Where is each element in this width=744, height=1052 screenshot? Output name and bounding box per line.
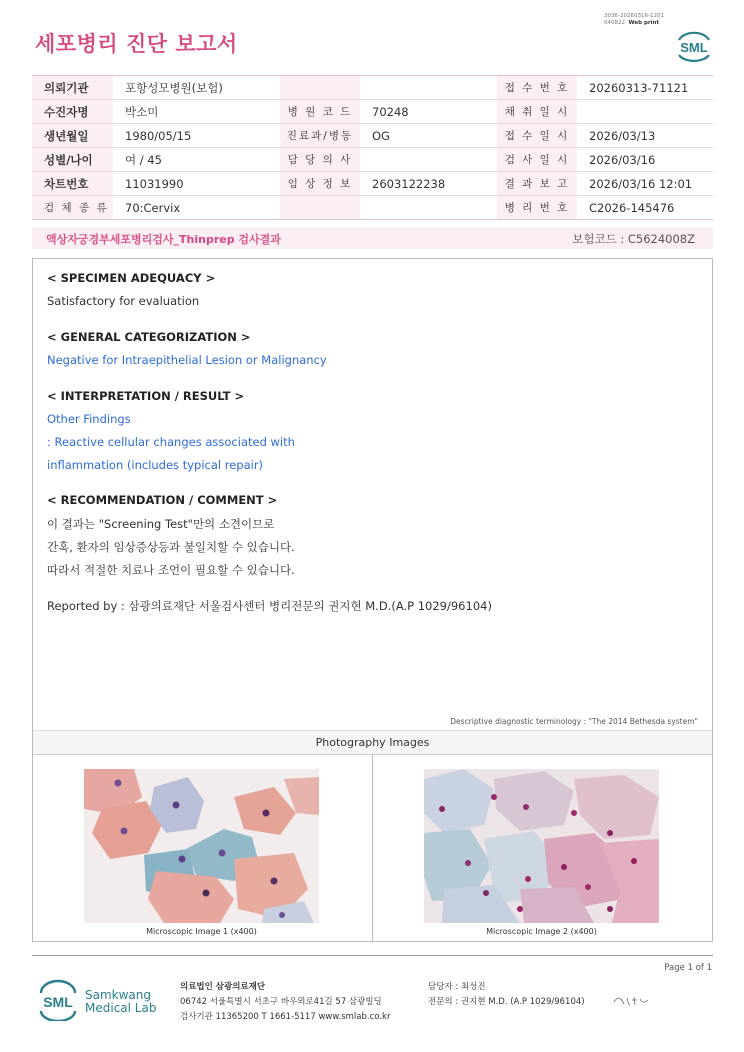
- foundation-name: 의료법인 삼광의료재단: [180, 982, 266, 992]
- image-2-caption: Microscopic Image 2 (x400): [486, 927, 597, 936]
- image-1-caption: Microscopic Image 1 (x400): [146, 927, 257, 936]
- field-value: [360, 196, 497, 220]
- field-label: 결 과 보 고: [497, 172, 577, 196]
- samkwang-logo-text: SML: [43, 994, 73, 1010]
- footer-divider: [32, 955, 713, 956]
- staff-info: [428, 980, 585, 1010]
- insurance-code: 보험코드 : C5624008Z: [572, 232, 695, 246]
- patient-info-row: [32, 196, 713, 220]
- field-label: 임 상 정 보: [280, 172, 360, 196]
- field-value: 70:Cervix: [113, 196, 280, 220]
- field-value: 2603122238: [360, 172, 497, 196]
- specialist-name: 전문의 : 권지현 M.D. (A.P 1029/96104): [428, 997, 585, 1007]
- interpretation-line: inflammation (includes typical repair): [47, 458, 264, 472]
- field-label: 병 리 번 호: [497, 196, 577, 220]
- microscopic-image-1: [84, 769, 319, 923]
- report-title: 세포병리 진단 보고서: [35, 32, 238, 56]
- field-label: [280, 76, 360, 100]
- interpretation-line: Other Findings: [47, 412, 131, 426]
- field-label: 수진자명: [32, 100, 113, 124]
- print-code-line2: 040822: [604, 20, 625, 26]
- recommendation-line: 간혹, 환자의 임상증상등과 불일치할 수 있습니다.: [47, 540, 295, 554]
- field-label: 성별/나이: [32, 148, 113, 172]
- field-label: 생년월일: [32, 124, 113, 148]
- signature-image: [612, 994, 652, 1008]
- field-label: 검 체 종 류: [32, 196, 113, 220]
- print-code-line1: 3036-20260316-1201: [604, 13, 664, 19]
- staff-in-charge: 담당자 : 최성진: [428, 982, 486, 992]
- interpretation-line: : Reactive cellular changes associated with: [47, 435, 295, 449]
- field-label: 병 원 코 드: [280, 100, 360, 124]
- test-name: 액상자궁경부세포병리검사_Thinprep 검사결과: [46, 233, 281, 246]
- result-box: [32, 258, 713, 942]
- web-print-tag: Web print: [628, 20, 660, 26]
- specimen-adequacy-header: < SPECIMEN ADEQUACY >: [47, 271, 216, 285]
- recommendation-line: 이 결과는 "Screening Test"만의 소견이므로: [47, 517, 275, 531]
- field-label: 담 당 의 사: [280, 148, 360, 172]
- recommendation-header: < RECOMMENDATION / COMMENT >: [47, 493, 278, 507]
- test-name-bar: [32, 227, 713, 249]
- field-value: [577, 100, 713, 124]
- field-value: [360, 148, 497, 172]
- page-number: Page 1 of 1: [664, 963, 712, 973]
- patient-info-table: [32, 75, 713, 220]
- recommendation-line: 따라서 적절한 치료나 조언이 필요할 수 있습니다.: [47, 563, 295, 577]
- general-category-text: Negative for Intraepithelial Lesion or Malignancy: [47, 353, 327, 367]
- brand-line2: Medical Lab: [85, 1001, 157, 1015]
- field-label: [280, 196, 360, 220]
- foundation-address: 06742 서울특별시 서초구 바우뫼로41길 57 삼광빌딩: [180, 997, 382, 1007]
- brand-name: [85, 989, 156, 1015]
- microscopic-image-2: [424, 769, 659, 923]
- interpretation-header: < INTERPRETATION / RESULT >: [47, 389, 245, 403]
- print-code: [604, 13, 694, 27]
- patient-info-row: [32, 76, 713, 100]
- general-category-header: < GENERAL CATEGORIZATION >: [47, 330, 251, 344]
- patient-info-row: [32, 172, 713, 196]
- brand-line1: Samkwang: [85, 988, 151, 1002]
- sml-logo-icon: [674, 26, 714, 64]
- sml-logo-text: SML: [680, 40, 708, 55]
- field-value: 여 / 45: [113, 148, 280, 172]
- foundation-contact: 검사기관 11365200 T 1661-5117 www.smlab.co.kr: [180, 1012, 391, 1022]
- field-label: 진료과/병동: [280, 124, 360, 148]
- field-value: 1980/05/15: [113, 124, 280, 148]
- field-value: 2026/03/13: [577, 124, 713, 148]
- field-value: OG: [360, 124, 497, 148]
- field-label: 검 사 일 시: [497, 148, 577, 172]
- foundation-info: [180, 980, 390, 1025]
- samkwang-logo-icon: [36, 979, 80, 1021]
- field-value: [360, 76, 497, 100]
- patient-info-row: [32, 124, 713, 148]
- field-value: 포항성모병원(보험): [113, 76, 280, 100]
- field-label: 접 수 일 시: [497, 124, 577, 148]
- field-label: 채 취 일 시: [497, 100, 577, 124]
- field-value: C2026-145476: [577, 196, 713, 220]
- terminology-note: Descriptive diagnostic terminology : "The 2014 Bethesda system": [450, 717, 698, 726]
- patient-info-row: [32, 100, 713, 124]
- reported-by: Reported by : 삼광의료재단 서울검사센터 병리전문의 권지현 M.D.(A.P 1029/96104): [47, 599, 492, 613]
- field-value: 박소미: [113, 100, 280, 124]
- patient-info-row: [32, 148, 713, 172]
- field-label: 접 수 번 호: [497, 76, 577, 100]
- field-label: 의뢰기관: [32, 76, 113, 100]
- specimen-adequacy-text: Satisfactory for evaluation: [47, 294, 200, 308]
- photo-divider: [372, 755, 373, 942]
- field-value: 2026/03/16: [577, 148, 713, 172]
- field-value: 2026/03/16 12:01: [577, 172, 713, 196]
- field-value: 11031990: [113, 172, 280, 196]
- field-value: 20260313-71121: [577, 76, 713, 100]
- photo-section-header: Photography Images: [33, 730, 712, 755]
- field-value: 70248: [360, 100, 497, 124]
- field-label: 차트번호: [32, 172, 113, 196]
